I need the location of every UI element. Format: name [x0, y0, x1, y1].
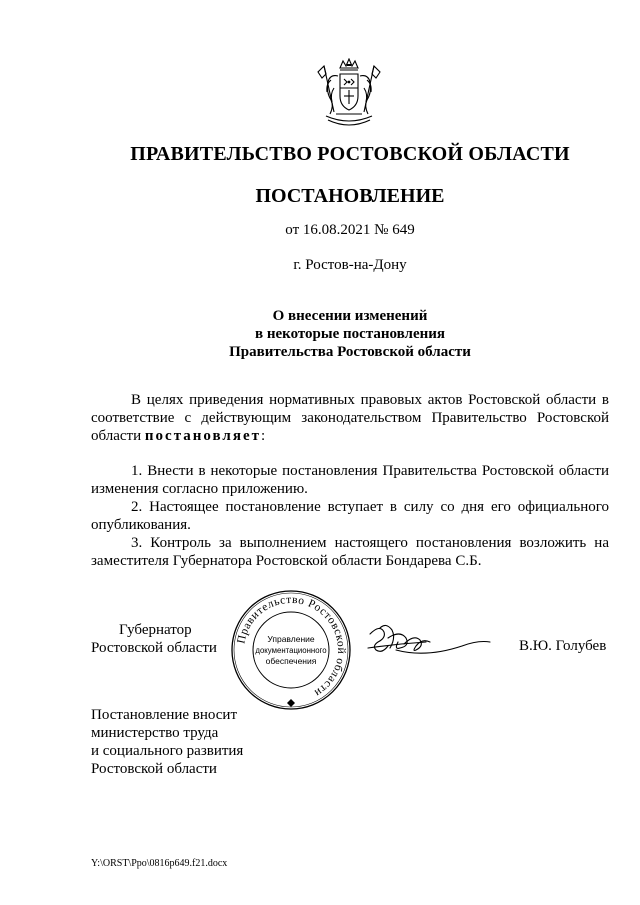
coat-of-arms-icon: [316, 58, 382, 130]
document-type: ПОСТАНОВЛЕНИЕ: [255, 185, 445, 207]
item-1: 1. Внести в некоторые постановления Правительства Ростовской области изменения согласно приложению.: [91, 463, 609, 497]
stamp-outer-text: Правительство Ростовской области: [235, 593, 348, 700]
item-2: 2. Настоящее постановление вступает в силу со дня его официального опубликования.: [91, 499, 609, 533]
stamp-inner-line-2: документационного: [255, 646, 327, 655]
position-line-2: Ростовской области: [91, 640, 217, 656]
subject-line-1: О внесении изменений: [272, 308, 428, 324]
subject-line-3: Правительства Ростовской области: [229, 344, 471, 360]
signatory-name: В.Ю. Голубев: [519, 638, 607, 654]
city: г. Ростов-на-Дону: [293, 257, 407, 273]
position-line-1: Губернатор: [119, 622, 192, 638]
signatory-position: [91, 621, 217, 657]
document-subject: [0, 307, 640, 361]
subject-line-2: в некоторые постановления: [254, 326, 446, 342]
stamp-inner-line-1: Управление: [267, 634, 315, 644]
handwritten-signature-icon: [366, 620, 496, 664]
stamp-inner-line-3: обеспечения: [265, 656, 317, 666]
introduced-line-4: Ростовской области: [91, 761, 217, 777]
introduced-line-3: и социального развития: [91, 743, 244, 759]
government-title: ПРАВИТЕЛЬСТВО РОСТОВСКОЙ ОБЛАСТИ: [130, 143, 570, 165]
decree-word: постановляет: [144, 428, 261, 444]
official-stamp-icon: [229, 588, 353, 712]
preamble-paragraph: [91, 391, 609, 445]
document-body: [91, 391, 609, 570]
preamble-text: В целях приведения нормативных правовых актов Ростовской области в соответствие с действующим законодательством Правительство Ростовской области: [91, 392, 609, 444]
item-3: 3. Контроль за выполнением настоящего постановления возложить на заместителя Губернатора Ростовской области Бондарева С.Б.: [91, 535, 609, 569]
date-number: от 16.08.2021 № 649: [285, 222, 415, 238]
introduced-line-1: Постановление вносит: [91, 707, 238, 723]
decree-colon: :: [261, 428, 266, 444]
file-path: Y:\ORST\Ppo\0816p649.f21.docx: [91, 858, 228, 869]
introduced-by: [91, 706, 243, 778]
introduced-line-2: министерство труда: [91, 725, 219, 741]
